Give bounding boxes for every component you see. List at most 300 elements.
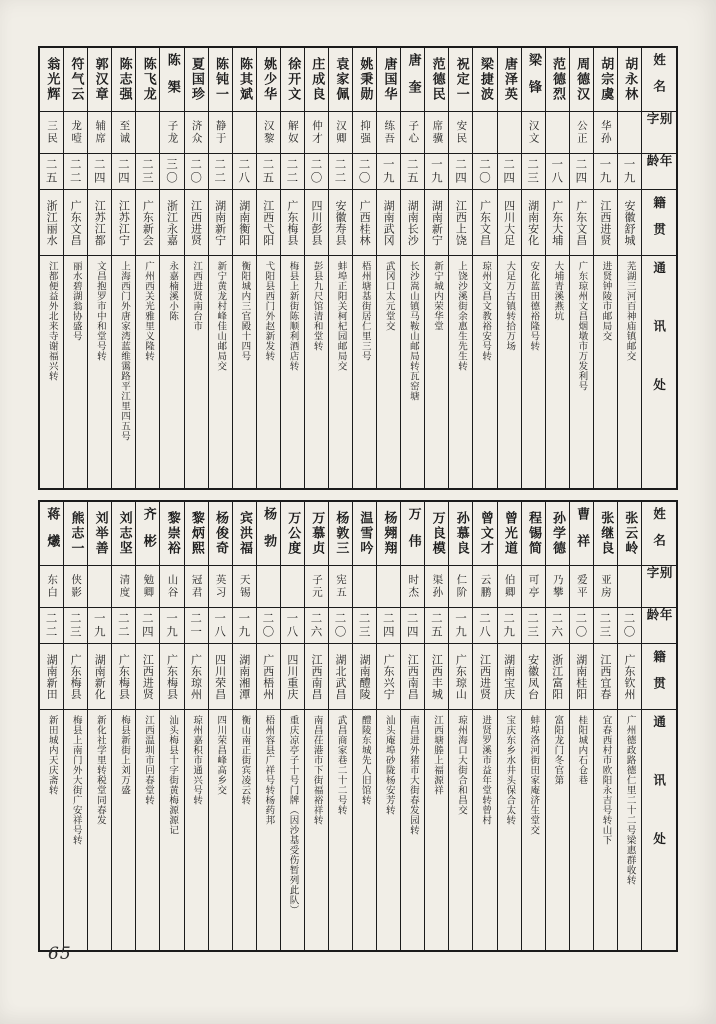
person-name: 袁家佩	[333, 57, 349, 102]
courtesy-name-cell	[449, 566, 472, 608]
courtesy-name-cell	[473, 566, 496, 608]
person-contact-address: 芜湖三河百神庙镇邮交	[624, 261, 636, 361]
courtesy-name-cell	[136, 112, 159, 154]
age-cell	[88, 608, 111, 644]
person-native-place: 湖南长沙	[406, 199, 420, 246]
person-name: 范德烈	[550, 57, 566, 102]
person-column	[400, 502, 424, 950]
person-column	[280, 502, 304, 950]
person-contact-address: 武昌商家巷二十二号转	[335, 715, 347, 815]
person-column	[40, 502, 63, 950]
person-courtesy-name: 伯卿	[503, 574, 516, 599]
native-place-cell	[522, 644, 545, 710]
age-cell	[449, 154, 472, 190]
native-place-cell	[40, 190, 63, 256]
age-cell	[353, 608, 376, 644]
person-contact-address: 梧州容县广祥号转杨药邦	[263, 715, 275, 825]
person-native-place: 广东文昌	[574, 199, 588, 246]
native-place-cell	[209, 190, 232, 256]
native-place-cell	[353, 644, 376, 710]
age-cell	[618, 154, 641, 190]
person-native-place: 江苏江都	[93, 199, 107, 246]
person-age: 二四	[502, 158, 517, 185]
header-age	[642, 608, 676, 644]
person-name: 曾文才	[477, 511, 493, 556]
person-native-place: 浙江丽水	[45, 199, 59, 246]
person-column	[304, 502, 328, 950]
address-cell	[618, 710, 641, 950]
address-cell	[401, 710, 424, 950]
address-cell	[88, 710, 111, 950]
native-place-cell	[64, 190, 87, 256]
native-place-cell	[185, 644, 208, 710]
name-cell	[329, 502, 352, 566]
name-cell	[570, 48, 593, 112]
person-courtesy-name: 勉卿	[142, 574, 155, 599]
person-contact-address: 长沙嵩山镇马鞍山邮局转瓦窑塘	[407, 261, 419, 401]
courtesy-name-cell	[449, 112, 472, 154]
person-native-place: 四川重庆	[285, 653, 299, 700]
native-place-cell	[546, 190, 569, 256]
person-column	[521, 502, 545, 950]
person-age: 二〇	[574, 612, 589, 639]
address-cell	[257, 256, 280, 488]
person-column	[521, 48, 545, 488]
person-column	[159, 48, 183, 488]
age-cell	[449, 608, 472, 644]
courtesy-name-cell	[64, 112, 87, 154]
person-courtesy-name: 爱平	[575, 574, 588, 599]
person-courtesy-name: 三民	[46, 120, 59, 145]
person-native-place: 四川彭县	[309, 199, 323, 246]
person-age: 二〇	[189, 158, 204, 185]
person-age: 二五	[44, 158, 59, 185]
header-native-place	[642, 644, 676, 710]
person-native-place: 广东钦州	[622, 653, 636, 700]
age-cell	[498, 154, 521, 190]
person-column	[63, 48, 87, 488]
person-age: 二二	[116, 612, 131, 639]
name-cell	[377, 502, 400, 566]
person-name: 胡宗虞	[598, 57, 614, 102]
person-column	[87, 48, 111, 488]
address-cell	[498, 710, 521, 950]
person-courtesy-name: 侠影	[70, 574, 83, 599]
person-courtesy-name: 安民	[455, 120, 468, 145]
person-courtesy-name: 仲才	[310, 120, 323, 145]
person-native-place: 江西南昌	[406, 653, 420, 700]
address-cell	[185, 256, 208, 488]
native-place-cell	[233, 644, 256, 710]
person-contact-address: 江西进贤南台市	[191, 261, 203, 331]
person-native-place: 浙江富阳	[550, 653, 564, 700]
person-column	[448, 48, 472, 488]
courtesy-name-cell	[618, 112, 641, 154]
native-place-cell	[498, 190, 521, 256]
person-courtesy-name: 龙噎	[70, 120, 83, 145]
native-place-cell	[618, 644, 641, 710]
address-cell	[594, 256, 617, 488]
person-native-place: 广西桂林	[358, 199, 372, 246]
name-cell	[112, 502, 135, 566]
courtesy-name-cell	[353, 112, 376, 154]
name-cell	[257, 48, 280, 112]
person-column	[593, 502, 617, 950]
courtesy-name-cell	[522, 566, 545, 608]
person-column	[497, 502, 521, 950]
person-column	[280, 48, 304, 488]
address-cell	[353, 710, 376, 950]
person-courtesy-name: 东白	[46, 574, 59, 599]
address-cell	[522, 256, 545, 488]
person-name: 黎炳熙	[188, 511, 204, 556]
person-native-place: 江西进贤	[598, 199, 612, 246]
age-cell	[594, 608, 617, 644]
header-name-label: 姓名	[651, 507, 667, 560]
age-cell	[473, 154, 496, 190]
person-courtesy-name: 子心	[407, 120, 420, 145]
courtesy-name-cell	[160, 566, 183, 608]
name-cell	[64, 48, 87, 112]
person-courtesy-name: 英习	[214, 574, 227, 599]
person-column	[232, 502, 256, 950]
name-cell	[40, 502, 63, 566]
address-cell	[353, 256, 376, 488]
age-cell	[40, 154, 63, 190]
person-contact-address: 富阳龙门冬官第	[552, 715, 564, 785]
header-courtesy-label: 别字	[645, 566, 674, 593]
address-cell	[209, 710, 232, 950]
age-cell	[594, 154, 617, 190]
directory-table-top	[38, 46, 678, 490]
name-cell	[449, 502, 472, 566]
native-place-cell	[185, 190, 208, 256]
name-cell	[305, 48, 328, 112]
header-name	[642, 502, 676, 566]
person-native-place: 湖南安化	[526, 199, 540, 246]
person-courtesy-name: 亚房	[599, 574, 612, 599]
person-contact-address: 新宁黄龙村峰佳山邮局交	[215, 261, 227, 371]
age-cell	[329, 608, 352, 644]
native-place-cell	[112, 190, 135, 256]
person-column	[545, 48, 569, 488]
person-column	[497, 48, 521, 488]
person-name: 祝定一	[453, 57, 469, 102]
name-cell	[594, 502, 617, 566]
address-cell	[546, 256, 569, 488]
person-native-place: 广东琼山	[454, 653, 468, 700]
person-courtesy-name: 乃攀	[551, 574, 564, 599]
person-contact-address: 南昌进外猪市大街春发园转	[407, 715, 419, 835]
native-place-cell	[160, 190, 183, 256]
native-place-cell	[233, 190, 256, 256]
person-column	[328, 502, 352, 950]
courtesy-name-cell	[185, 566, 208, 608]
person-age: 一八	[213, 612, 228, 639]
name-cell	[233, 48, 256, 112]
name-cell	[40, 48, 63, 112]
age-cell	[401, 608, 424, 644]
person-contact-address: 弋阳县西门外赵新发转	[263, 261, 275, 361]
person-native-place: 安徽寿县	[334, 199, 348, 246]
person-contact-address: 梅县上南门外大街广安祥号转	[70, 715, 82, 845]
address-cell	[425, 256, 448, 488]
person-contact-address: 广州德政路德仁里二十二号梁惠群收转	[624, 715, 636, 885]
address-cell	[40, 710, 63, 950]
courtesy-name-cell	[257, 566, 280, 608]
person-native-place: 广西梧州	[261, 653, 275, 700]
native-place-cell	[329, 190, 352, 256]
person-native-place: 湖南桂阳	[574, 653, 588, 700]
person-native-place: 湖南武冈	[382, 199, 396, 246]
courtesy-name-cell	[112, 112, 135, 154]
native-place-cell	[377, 190, 400, 256]
courtesy-name-cell	[425, 566, 448, 608]
courtesy-name-cell	[401, 112, 424, 154]
native-place-cell	[570, 644, 593, 710]
person-column	[545, 502, 569, 950]
header-age	[642, 154, 676, 190]
age-cell	[257, 608, 280, 644]
age-cell	[64, 154, 87, 190]
person-courtesy-name: 云鹏	[479, 574, 492, 599]
native-place-cell	[112, 644, 135, 710]
person-contact-address: 大足万古镇转拾万场	[504, 261, 516, 351]
person-column	[111, 48, 135, 488]
person-age: 二四	[140, 612, 155, 639]
native-place-cell	[281, 190, 304, 256]
name-cell	[498, 48, 521, 112]
person-native-place: 湖南新化	[93, 653, 107, 700]
address-cell	[377, 710, 400, 950]
page-number: 65	[48, 944, 72, 964]
courtesy-name-cell	[473, 112, 496, 154]
age-cell	[377, 154, 400, 190]
courtesy-name-cell	[546, 566, 569, 608]
person-column	[328, 48, 352, 488]
row-header-column	[641, 48, 676, 488]
age-cell	[305, 154, 328, 190]
courtesy-name-cell	[40, 566, 63, 608]
native-place-cell	[281, 644, 304, 710]
age-cell	[233, 154, 256, 190]
header-courtesy-label: 别字	[645, 112, 674, 139]
address-cell	[136, 710, 159, 950]
person-age: 二三	[526, 612, 541, 639]
person-name: 杨敦三	[333, 511, 349, 556]
person-column	[63, 502, 87, 950]
person-column	[208, 48, 232, 488]
courtesy-name-cell	[329, 112, 352, 154]
age-cell	[40, 608, 63, 644]
age-cell	[522, 608, 545, 644]
person-contact-address: 琼州文昌文教裕安号转	[480, 261, 492, 361]
native-place-cell	[257, 644, 280, 710]
person-courtesy-name: 可亭	[527, 574, 540, 599]
person-age: 一九	[237, 612, 252, 639]
person-contact-address: 宜春西村市欧阳永吉号转山下	[600, 715, 612, 845]
person-native-place: 江西南昌	[309, 653, 323, 700]
person-courtesy-name: 汉文	[527, 120, 540, 145]
person-column	[472, 48, 496, 488]
person-contact-address: 桂阳城内石仓巷	[576, 715, 588, 785]
person-column	[617, 48, 641, 488]
person-contact-address: 汕头梅县十字街黄梅源源记	[167, 715, 179, 835]
name-cell	[546, 502, 569, 566]
age-cell	[353, 154, 376, 190]
name-cell	[160, 502, 183, 566]
person-courtesy-name: 华孙	[599, 120, 612, 145]
address-cell	[136, 256, 159, 488]
age-cell	[88, 154, 111, 190]
person-courtesy-name: 公正	[575, 120, 588, 145]
person-age: 二一	[189, 612, 204, 639]
age-cell	[112, 608, 135, 644]
address-cell	[473, 710, 496, 950]
person-age: 一九	[598, 158, 613, 185]
name-cell	[401, 502, 424, 566]
person-native-place: 湖南衡阳	[237, 199, 251, 246]
person-native-place: 江苏江宁	[117, 199, 131, 246]
person-age: 二九	[502, 612, 517, 639]
person-age: 一八	[550, 158, 565, 185]
courtesy-name-cell	[353, 566, 376, 608]
person-column	[304, 48, 328, 488]
person-native-place: 湖南新田	[45, 653, 59, 700]
person-age: 二五	[261, 158, 276, 185]
name-cell	[473, 502, 496, 566]
native-place-cell	[136, 644, 159, 710]
person-native-place: 四川荣昌	[213, 653, 227, 700]
person-contact-address: 新田城内天庆斋转	[46, 715, 58, 795]
address-cell	[546, 710, 569, 950]
person-native-place: 湖南宝庆	[502, 653, 516, 700]
person-contact-address: 南昌茌港市下街福裕祥转	[311, 715, 323, 825]
name-cell	[570, 502, 593, 566]
courtesy-name-cell	[329, 566, 352, 608]
name-cell	[64, 502, 87, 566]
courtesy-name-cell	[112, 566, 135, 608]
person-name: 陈志强	[116, 57, 132, 102]
address-cell	[305, 710, 328, 950]
person-contact-address: 新宁城内荣华堂	[431, 261, 443, 331]
name-cell	[546, 48, 569, 112]
person-native-place: 湖南醴陵	[358, 653, 372, 700]
person-age: 一九	[429, 158, 444, 185]
courtesy-name-cell	[401, 566, 424, 608]
person-native-place: 广东梅县	[117, 653, 131, 700]
address-cell	[570, 256, 593, 488]
name-cell	[353, 502, 376, 566]
name-cell	[401, 48, 424, 112]
person-age: 一九	[453, 612, 468, 639]
native-place-cell	[449, 190, 472, 256]
person-native-place: 广东大埔	[550, 199, 564, 246]
person-column	[569, 502, 593, 950]
courtesy-name-cell	[257, 112, 280, 154]
person-contact-address: 广州西关光雅里义隆转	[143, 261, 155, 361]
native-place-cell	[594, 644, 617, 710]
address-cell	[618, 256, 641, 488]
name-cell	[88, 502, 111, 566]
person-name: 姚秉勋	[357, 57, 373, 102]
person-column	[352, 502, 376, 950]
courtesy-name-cell	[305, 566, 328, 608]
person-age: 二六	[309, 612, 324, 639]
person-age: 二四	[574, 158, 589, 185]
person-column	[135, 48, 159, 488]
name-cell	[425, 502, 448, 566]
courtesy-name-cell	[377, 112, 400, 154]
native-place-cell	[209, 644, 232, 710]
person-courtesy-name: 解奴	[286, 120, 299, 145]
person-native-place: 江西弋阳	[261, 199, 275, 246]
person-native-place: 广东梅县	[285, 199, 299, 246]
address-cell	[233, 256, 256, 488]
person-contact-address: 新化社学里转税堂同春发	[94, 715, 106, 825]
age-cell	[281, 608, 304, 644]
native-place-cell	[257, 190, 280, 256]
person-native-place: 广东新会	[141, 199, 155, 246]
courtesy-name-cell	[498, 566, 521, 608]
address-cell	[425, 710, 448, 950]
person-age: 二四	[381, 612, 396, 639]
address-cell	[401, 256, 424, 488]
name-cell	[281, 48, 304, 112]
address-cell	[64, 256, 87, 488]
person-age: 一九	[165, 612, 179, 639]
native-place-cell	[473, 190, 496, 256]
name-cell	[136, 48, 159, 112]
native-place-cell	[305, 644, 328, 710]
person-name: 符气云	[68, 57, 84, 102]
person-name: 齐彬	[140, 506, 156, 561]
age-cell	[209, 608, 232, 644]
age-cell	[546, 154, 569, 190]
courtesy-name-cell	[233, 112, 256, 154]
person-age: 二四	[92, 158, 107, 185]
person-name: 熊志一	[68, 511, 84, 556]
age-cell	[257, 154, 280, 190]
person-age: 一九	[92, 612, 107, 639]
person-column	[40, 48, 63, 488]
person-courtesy-name: 清度	[118, 574, 131, 599]
age-cell	[570, 154, 593, 190]
person-name: 宾洪福	[237, 511, 253, 556]
person-native-place: 广东梅县	[165, 653, 179, 700]
person-contact-address: 梅县新街上刘万盛	[118, 715, 130, 795]
address-cell	[209, 256, 232, 488]
person-column	[135, 502, 159, 950]
header-age-label: 年龄	[645, 154, 674, 181]
person-contact-address: 醴陵东城先人旧馆转	[359, 715, 371, 805]
person-contact-address: 四川荣昌峰高乡交	[215, 715, 227, 795]
age-cell	[185, 608, 208, 644]
person-contact-address: 丽水碧湖翁协盛号	[70, 261, 82, 341]
person-name: 温雪吟	[357, 511, 373, 556]
address-cell	[160, 256, 183, 488]
person-age: 二八	[478, 612, 493, 639]
person-column	[232, 48, 256, 488]
person-native-place: 江西进贤	[478, 653, 492, 700]
person-column	[184, 502, 208, 950]
person-name: 唐泽英	[501, 57, 517, 102]
person-name: 陈钝一	[212, 57, 228, 102]
age-cell	[233, 608, 256, 644]
person-contact-address: 梅县上新街陈顺利酒店转	[287, 261, 299, 371]
person-native-place: 广东文昌	[478, 199, 492, 246]
directory-table-bottom	[38, 500, 678, 952]
